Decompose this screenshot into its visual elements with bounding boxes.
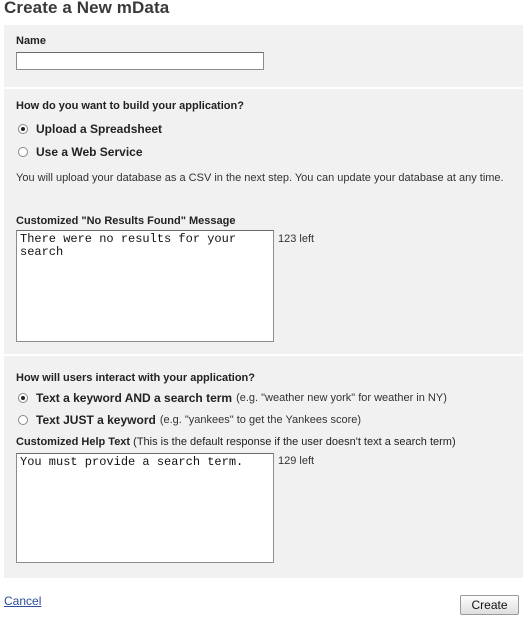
radio-option-just-keyword[interactable] (18, 412, 361, 428)
interaction-panel (4, 356, 523, 578)
radio-hint: (e.g. "weather new york" for weather in NY) (236, 392, 447, 404)
name-input[interactable] (16, 52, 264, 70)
no-results-message-textarea[interactable] (16, 230, 274, 342)
create-button[interactable]: Create (460, 595, 519, 615)
radio-label: Text a keyword AND a search term (36, 391, 233, 405)
upload-info-text: You will upload your database as a CSV in the next step. You can update your database at any time. (16, 172, 504, 184)
radio-label: Use a Web Service (36, 145, 143, 159)
radio-label: Upload a Spreadsheet (36, 122, 163, 136)
build-method-panel (4, 89, 523, 354)
no-results-label: Customized "No Results Found" Message (16, 215, 236, 227)
build-question: How do you want to build your application? (16, 100, 244, 112)
radio-hint: (e.g. "yankees" to get the Yankees score) (159, 414, 362, 426)
radio-label: Text JUST a keyword (36, 413, 156, 427)
radio-option-upload-spreadsheet[interactable] (18, 121, 162, 137)
page-title: Create a New mData (4, 0, 170, 17)
cancel-link[interactable]: Cancel (4, 594, 42, 608)
help-text-hint: (This is the default response if the user doesn't text a search term) (133, 436, 456, 448)
help-text-textarea[interactable] (16, 453, 274, 563)
help-text-title: Customized Help Text (16, 436, 131, 448)
radio-button[interactable] (18, 415, 28, 425)
interact-question: How will users interact with your application? (16, 372, 255, 384)
radio-option-keyword-and-term[interactable] (18, 390, 447, 406)
help-text-label (16, 436, 456, 448)
help-text-char-counter: 129 left (278, 455, 315, 467)
name-panel (4, 25, 523, 87)
no-results-char-counter: 123 left (278, 233, 315, 245)
radio-button-checked[interactable] (18, 393, 28, 403)
radio-button[interactable] (18, 147, 28, 157)
radio-option-web-service[interactable] (18, 144, 143, 160)
name-label: Name (16, 35, 46, 47)
radio-button-checked[interactable] (18, 124, 28, 134)
